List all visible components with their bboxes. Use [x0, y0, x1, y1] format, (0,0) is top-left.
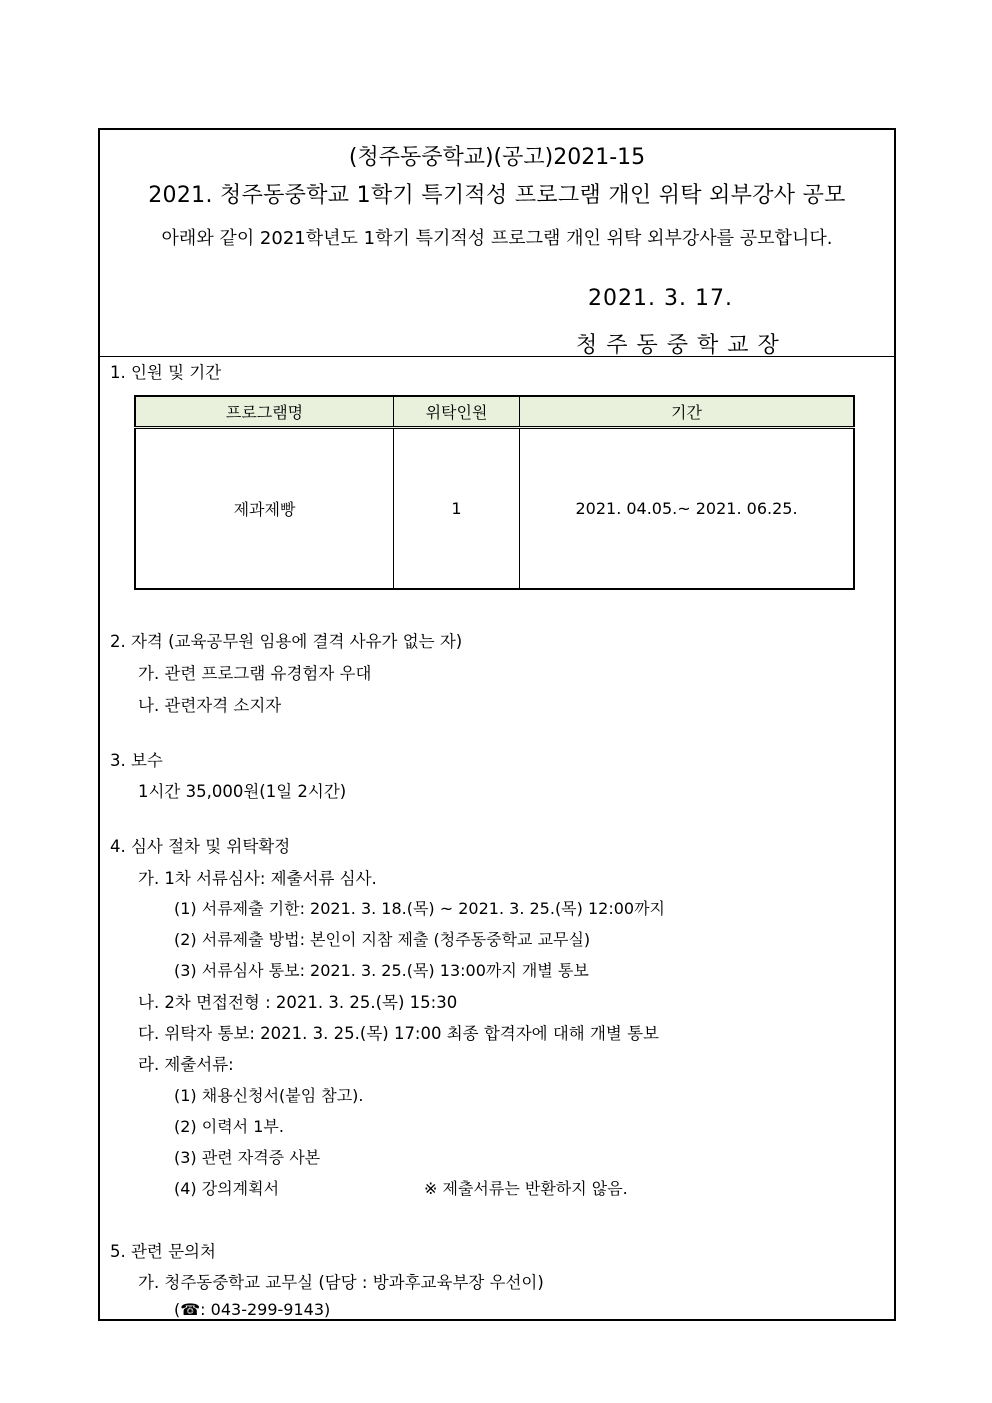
announcement-number: (청주동중학교)(공고)2021-15 [348, 145, 646, 170]
screening-step-c: 다. 위탁자 통보: 2021. 3. 25.(목) 17:00 최종 합격자에 대해 개별 통보 [138, 1024, 659, 1043]
document-frame [98, 128, 896, 1321]
document-item-1: (1) 채용신청서(붙임 참고). [174, 1086, 364, 1105]
announcement-signer: 청주동중학교장 [576, 333, 788, 358]
cell-period: 2021. 04.05.~ 2021. 06.25. [520, 428, 855, 590]
table-header-row [135, 396, 854, 428]
announcement-header [100, 130, 894, 357]
screening-a-item-3: (3) 서류심사 통보: 2021. 3. 25.(목) 13:00까지 개별 통보 [174, 961, 589, 980]
pay-text: 1시간 35,000원(1일 2시간) [138, 782, 347, 801]
screening-a-item-2: (2) 서류제출 방법: 본인이 지참 제출 (청주동중학교 교무실) [174, 930, 591, 949]
section-4-heading: 4. 심사 절차 및 위탁확정 [110, 837, 291, 856]
announcement-intro: 아래와 같이 2021학년도 1학기 특기적성 프로그램 개인 위탁 외부강사를 공모합니다. [161, 228, 833, 249]
section-2-heading: 2. 자격 (교육공무원 임용에 결격 사유가 없는 자) [110, 632, 463, 651]
section-1-heading: 1. 인원 및 기간 [110, 363, 222, 382]
document-item-4: (4) 강의계획서 [174, 1179, 280, 1198]
screening-step-d: 라. 제출서류: [138, 1055, 234, 1074]
document-item-3: (3) 관련 자격증 사본 [174, 1148, 321, 1167]
header-headcount: 위탁인원 [394, 396, 520, 428]
header-period: 기간 [520, 396, 855, 428]
screening-step-a: 가. 1차 서류심사: 제출서류 심사. [138, 869, 377, 888]
section-5-heading: 5. 관련 문의처 [110, 1242, 216, 1261]
cell-headcount: 1 [394, 428, 520, 590]
table-row [135, 428, 854, 590]
contact-office: 가. 청주동중학교 교무실 (담당 : 방과후교육부장 우선이) [138, 1273, 544, 1292]
document-item-2: (2) 이력서 1부. [174, 1117, 284, 1136]
section-3-heading: 3. 보수 [110, 751, 163, 770]
qualification-item-b: 나. 관련자격 소지자 [138, 696, 282, 715]
announcement-title: 2021. 청주동중학교 1학기 특기적성 프로그램 개인 위탁 외부강사 공모 [148, 183, 846, 208]
header-program-name: 프로그램명 [135, 396, 394, 428]
qualification-item-a: 가. 관련 프로그램 유경험자 우대 [138, 664, 372, 683]
announcement-date: 2021. 3. 17. [588, 286, 733, 311]
screening-a-item-1: (1) 서류제출 기한: 2021. 3. 18.(목) ~ 2021. 3. 25.(목) 12:00까지 [174, 899, 665, 918]
screening-step-b: 나. 2차 면접전형 : 2021. 3. 25.(목) 15:30 [138, 993, 458, 1012]
cell-program-name: 제과제빵 [135, 428, 394, 590]
program-table [134, 395, 855, 590]
contact-phone: (☎: 043-299-9143) [174, 1300, 331, 1319]
no-return-note: ※ 제출서류는 반환하지 않음. [424, 1179, 628, 1198]
